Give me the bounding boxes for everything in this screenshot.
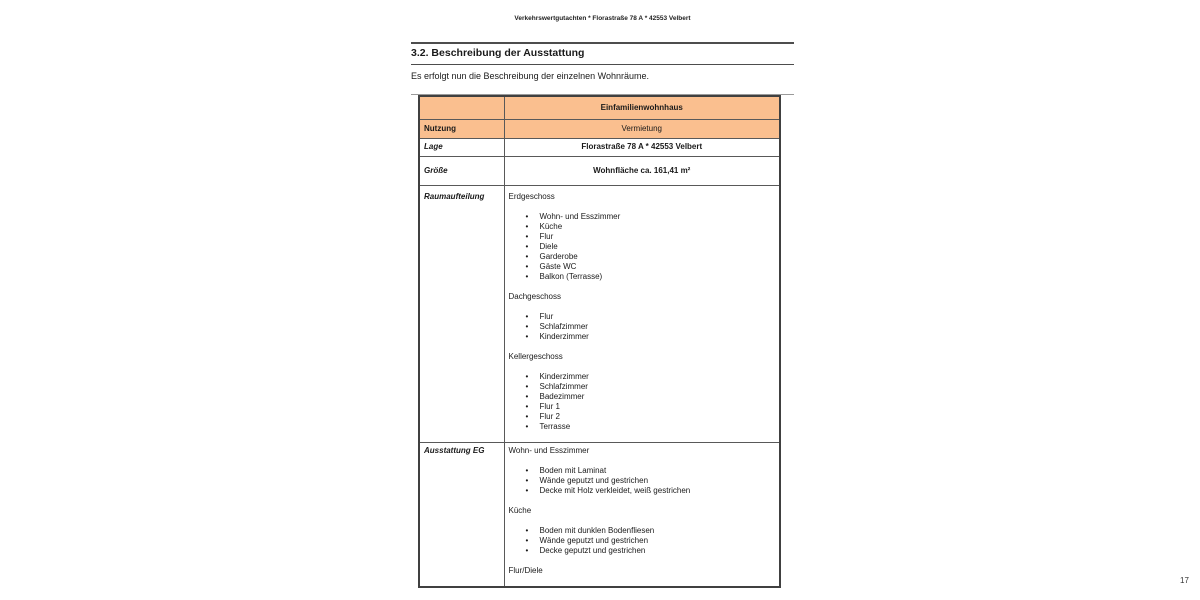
list-item: • Kinderzimmer xyxy=(526,372,776,382)
list-item: • Flur 1 xyxy=(526,402,776,412)
header-divider-rule xyxy=(411,42,794,44)
list-item: • Boden mit dunklen Bodenfliesen xyxy=(526,526,776,536)
list-item: • Wohn- und Esszimmer xyxy=(526,212,776,222)
floor-title-erdgeschoss: Erdgeschoss xyxy=(508,191,555,201)
document-page xyxy=(411,0,794,600)
page-number: 17 xyxy=(1180,576,1189,585)
section-heading: 3.2. Beschreibung der Ausstattung xyxy=(411,48,794,65)
room-list-dachgeschoss xyxy=(509,312,776,342)
row-label-raumaufteilung: Raumaufteilung xyxy=(419,185,504,442)
table-title-empty-cell xyxy=(419,96,504,119)
row-value-groesse: Wohnfläche ca. 161,41 m² xyxy=(504,156,780,185)
room-list-kellergeschoss xyxy=(509,372,776,432)
list-item: • Garderobe xyxy=(526,252,776,262)
row-value-lage: Florastraße 78 A * 42553 Velbert xyxy=(504,138,780,156)
table-row-groesse xyxy=(419,156,780,185)
feature-list-kueche xyxy=(509,526,776,556)
table-title-row xyxy=(419,96,780,119)
row-label-groesse: Größe xyxy=(419,156,504,185)
list-item: • Flur xyxy=(526,312,776,322)
list-item: • Gäste WC xyxy=(526,262,776,272)
list-item: • Schlafzimmer xyxy=(526,322,776,332)
list-item: • Schlafzimmer xyxy=(526,382,776,392)
table-row-lage xyxy=(419,138,780,156)
list-item: • Flur 2 xyxy=(526,412,776,422)
room-title-flur-diele: Flur/Diele xyxy=(508,565,543,575)
list-item: • Decke mit Holz verkleidet, weiß gestrichen xyxy=(526,486,776,496)
intro-paragraph: Es erfolgt nun die Beschreibung der einzelnen Wohnräume. xyxy=(411,71,649,81)
list-item: • Wände geputzt und gestrichen xyxy=(526,476,776,486)
row-label-nutzung: Nutzung xyxy=(419,119,504,138)
list-item: • Kinderzimmer xyxy=(526,332,776,342)
room-title-kueche: Küche xyxy=(508,505,532,515)
row-label-lage: Lage xyxy=(419,138,504,156)
table-title: Einfamilienwohnhaus xyxy=(504,96,780,119)
list-item: • Decke geputzt und gestrichen xyxy=(526,546,776,556)
floor-title-kellergeschoss: Kellergeschoss xyxy=(508,351,563,361)
running-header: Verkehrswertgutachten * Florastraße 78 A * 42553 Velbert xyxy=(514,15,691,22)
row-value-nutzung: Vermietung xyxy=(504,119,780,138)
list-item: • Badezimmer xyxy=(526,392,776,402)
list-item: • Flur xyxy=(526,232,776,242)
row-value-raumaufteilung xyxy=(504,185,780,442)
property-description-table xyxy=(418,95,781,588)
list-item: • Diele xyxy=(526,242,776,252)
floor-title-dachgeschoss: Dachgeschoss xyxy=(508,291,561,301)
list-item: • Wände geputzt und gestrichen xyxy=(526,536,776,546)
list-item: • Küche xyxy=(526,222,776,232)
feature-list-wohn-esszimmer xyxy=(509,466,776,496)
list-item: • Boden mit Laminat xyxy=(526,466,776,476)
room-title-wohn-esszimmer: Wohn- und Esszimmer xyxy=(508,445,590,455)
room-list-erdgeschoss xyxy=(509,212,776,282)
row-value-ausstattung-eg xyxy=(504,442,780,587)
table-row-ausstattung-eg xyxy=(419,442,780,587)
list-item: • Terrasse xyxy=(526,422,776,432)
table-row-raumaufteilung xyxy=(419,185,780,442)
row-label-ausstattung-eg: Ausstattung EG xyxy=(419,442,504,587)
list-item: • Balkon (Terrasse) xyxy=(526,272,776,282)
table-row-nutzung xyxy=(419,119,780,138)
